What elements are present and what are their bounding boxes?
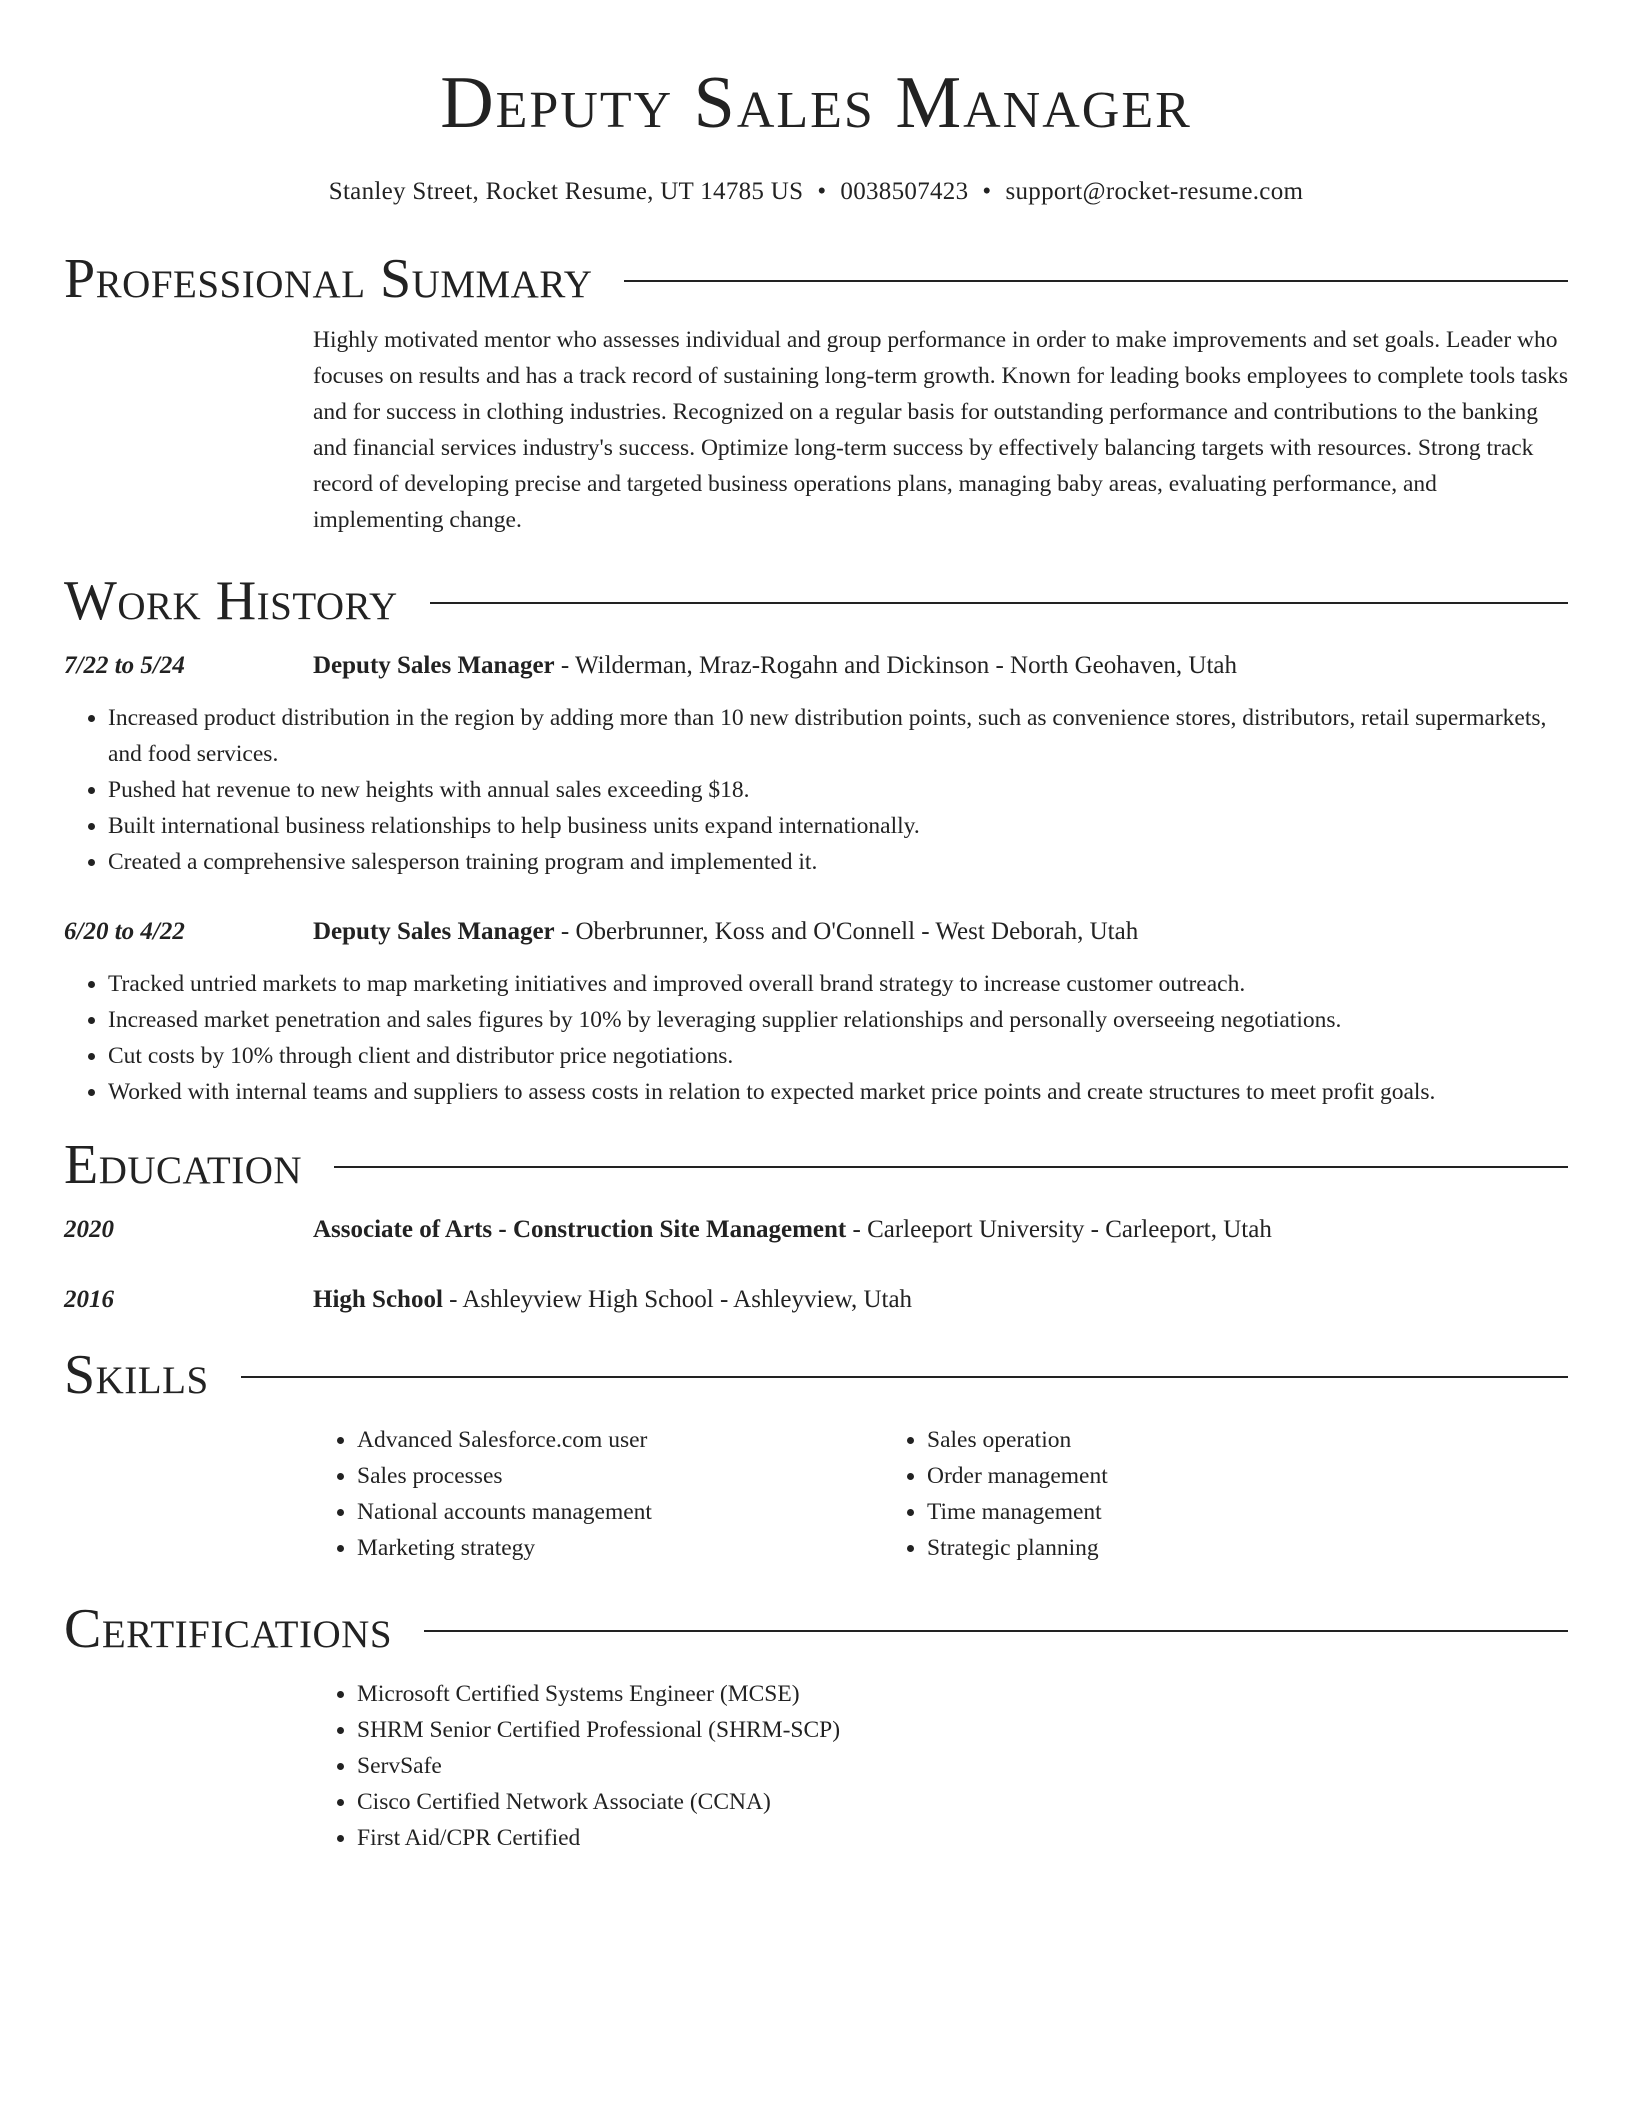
education-year: 2016 <box>64 1286 114 1313</box>
job-date: 7/22 to 5/24 <box>64 652 185 679</box>
certification-item: • Cisco Certified Network Associate (CCNA) <box>357 1784 1568 1820</box>
section-title-work: Work History <box>64 570 398 632</box>
job-date: 6/20 to 4/22 <box>64 918 185 945</box>
contact-address: Stanley Street, Rocket Resume, UT 14785 US <box>328 178 804 205</box>
skill-item: • Sales operation <box>927 1422 1108 1458</box>
education-school: - Ashleyview High School - Ashleyview, Utah <box>442 1286 913 1313</box>
section-divider <box>424 1630 1568 1632</box>
section-header-work <box>64 568 1568 634</box>
section-title-certifications: Certifications <box>64 1598 393 1660</box>
section-divider <box>334 1166 1568 1168</box>
education-entry <box>64 1212 1568 1248</box>
job-bullet: • Increased product distribution in the region by adding more than 10 new distribution points, such as convenience stores, distributors, retail supermarkets, and food services. <box>108 700 1568 772</box>
job-company: - Wilderman, Mraz-Rogahn and Dickinson - North Geohaven, Utah <box>554 652 1238 679</box>
job-bullets <box>64 966 1568 1110</box>
certification-item: • Microsoft Certified Systems Engineer (MCSE) <box>357 1676 1568 1712</box>
skill-item: • Marketing strategy <box>357 1530 883 1566</box>
education-degree: High School <box>313 1286 443 1313</box>
job-bullets <box>64 700 1568 880</box>
section-title-education: Education <box>64 1134 303 1196</box>
job-bullet: • Worked with internal teams and suppliers to assess costs in relation to expected market price points and create structures to meet profit goals. <box>108 1074 1568 1110</box>
education-entry <box>64 1282 1568 1318</box>
section-header-skills <box>64 1342 1568 1408</box>
certification-item: • ServSafe <box>357 1748 1568 1784</box>
contact-phone: 0038507423 <box>840 178 969 205</box>
job-bullet: • Created a comprehensive salesperson training program and implemented it. <box>108 844 1568 880</box>
job-bullet: • Tracked untried markets to map marketing initiatives and improved overall brand strategy to increase customer outreach. <box>108 966 1568 1002</box>
job-header <box>64 648 1568 684</box>
job-title: Deputy Sales Manager <box>313 652 555 679</box>
job-bullet: • Built international business relationships to help business units expand internationally. <box>108 808 1568 844</box>
skill-item: • Order management <box>927 1458 1108 1494</box>
skills-column-2 <box>883 1422 1108 1566</box>
contact-separator: • <box>982 178 992 205</box>
section-title-skills: Skills <box>64 1344 209 1406</box>
section-divider <box>430 602 1568 604</box>
job-title-line <box>313 914 1138 950</box>
section-divider <box>241 1376 1568 1378</box>
contact-line <box>64 176 1568 208</box>
education-school: - Carleeport University - Carleeport, Utah <box>846 1216 1272 1243</box>
job-entry <box>64 648 1568 880</box>
job-company: - Oberbrunner, Koss and O'Connell - West Deborah, Utah <box>554 918 1139 945</box>
section-header-certifications <box>64 1596 1568 1662</box>
skill-item: • Strategic planning <box>927 1530 1108 1566</box>
job-bullet: • Cut costs by 10% through client and distributor price negotiations. <box>108 1038 1568 1074</box>
contact-email: support@rocket-resume.com <box>1005 178 1304 205</box>
job-header <box>64 914 1568 950</box>
contact-separator: • <box>817 178 827 205</box>
education-year: 2020 <box>64 1216 114 1243</box>
skills-list <box>313 1422 1568 1566</box>
job-title-line <box>313 648 1237 684</box>
certification-item: • SHRM Senior Certified Professional (SHRM-SCP) <box>357 1712 1568 1748</box>
job-bullet: • Pushed hat revenue to new heights with annual sales exceeding $18. <box>108 772 1568 808</box>
education-line <box>313 1212 1272 1248</box>
skill-item: • Time management <box>927 1494 1108 1530</box>
skills-column-1 <box>313 1422 883 1566</box>
section-title-summary: Professional Summary <box>64 248 593 310</box>
job-entry <box>64 914 1568 1110</box>
skill-item: • National accounts management <box>357 1494 883 1530</box>
section-header-summary <box>64 246 1568 312</box>
certifications-items <box>313 1676 1568 1856</box>
certification-item: • First Aid/CPR Certified <box>357 1820 1568 1856</box>
section-header-education <box>64 1132 1568 1198</box>
education-degree: Associate of Arts - Construction Site Management <box>313 1216 847 1243</box>
certifications-list <box>313 1676 1568 1856</box>
education-line <box>313 1282 912 1318</box>
job-title: Deputy Sales Manager <box>313 918 555 945</box>
section-divider <box>624 280 1568 282</box>
skill-item: • Advanced Salesforce.com user <box>357 1422 883 1458</box>
job-bullet: • Increased market penetration and sales figures by 10% by leveraging supplier relationships and personally overseeing negotiations. <box>108 1002 1568 1038</box>
skill-item: • Sales processes <box>357 1458 883 1494</box>
resume-name: Deputy Sales Manager <box>440 62 1192 144</box>
summary-text: Highly motivated mentor who assesses individual and group performance in order to make improvements and set goals. Leader who focuses on results and has a track record of sustaining long-term growth. Known for leading books employees to complete tools tasks and for success in clothing industries. Recognized on a regular basis for outstanding performance and contributions to the banking and financial services industry's success. Optimize long-term success by effectively balancing targets with resources. Strong track record of developing precise and targeted business operations plans, managing baby areas, evaluating performance, and implementing change. <box>313 327 1569 533</box>
